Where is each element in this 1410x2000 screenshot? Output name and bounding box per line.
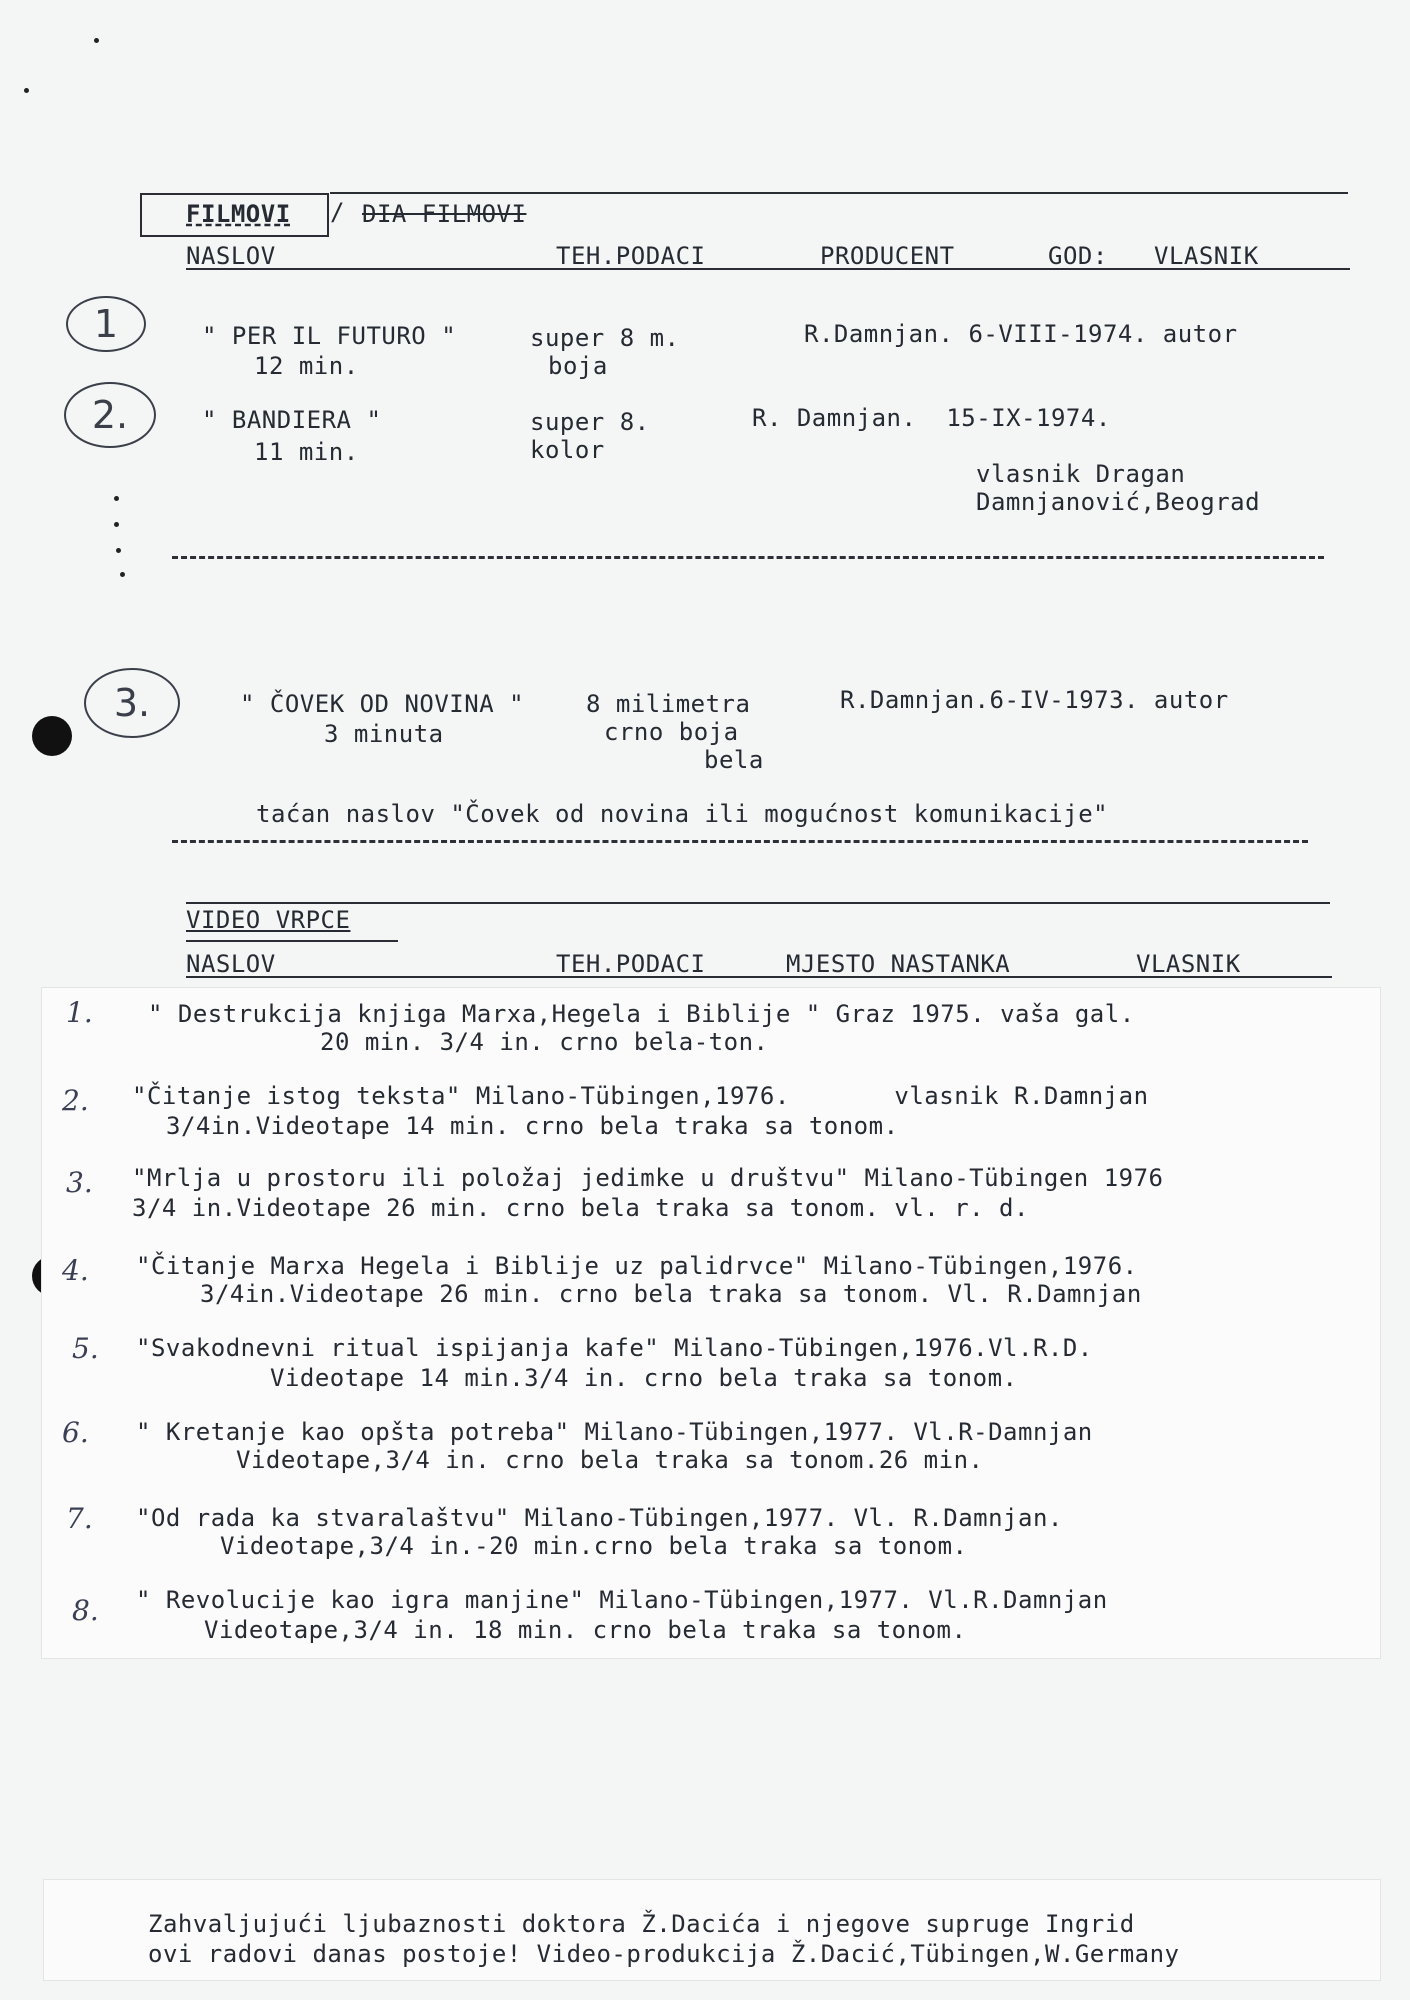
- video-1-number: 1.: [66, 996, 93, 1029]
- footer-line2: ovi radovi danas postoje! Video-produkcija Ž.Dacić,Tübingen,W.Germany: [148, 1940, 1180, 1968]
- film-3-tech1: 8 milimetra: [586, 690, 751, 718]
- film-3-producer-date-owner: R.Damnjan.6-IV-1973. autor: [840, 686, 1229, 714]
- film-3-title: " ČOVEK OD NOVINA ": [240, 690, 525, 718]
- video-3-line1: "Mrlja u prostoru ili položaj jedimke u društvu" Milano-Tübingen 1976: [132, 1164, 1164, 1192]
- top-rule: [330, 192, 1348, 194]
- film-1-tech2: boja: [548, 352, 608, 380]
- stray-mark: [120, 572, 125, 577]
- video-3-line2: 3/4 in.Videotape 26 min. crno bela traka sa tonom. vl. r. d.: [132, 1194, 1029, 1222]
- video-header-vlasnik: VLASNIK: [1136, 950, 1241, 978]
- film-3-tech3: bela: [704, 746, 764, 774]
- punch-hole-top: [32, 716, 72, 756]
- film-1-duration: 12 min.: [254, 352, 359, 380]
- film-3-number: 3.: [113, 681, 151, 725]
- video-8-number: 8.: [72, 1594, 99, 1627]
- video-2-number: 2.: [62, 1084, 89, 1117]
- films-header-teh-podaci: TEH.PODACI: [556, 242, 706, 270]
- video-4-number: 4.: [62, 1254, 89, 1287]
- video-6-line1: " Kretanje kao opšta potreba" Milano-Tübingen,1977. Vl.R-Damnjan: [136, 1418, 1093, 1446]
- stray-mark: [94, 38, 99, 43]
- video-8-line1: " Revolucije kao igra manjine" Milano-Tübingen,1977. Vl.R.Damnjan: [136, 1586, 1108, 1614]
- video-section-title: VIDEO VRPCE: [186, 906, 351, 934]
- film-3-tech2: crno boja: [604, 718, 739, 746]
- footer-line1: Zahvaljujući ljubaznosti doktora Ž.Dacića i njegove supruge Ingrid: [148, 1910, 1135, 1938]
- film-2-owner-line1: vlasnik Dragan: [976, 460, 1186, 488]
- film-2-tech1: super 8.: [530, 408, 650, 436]
- film-1-tech1: super 8 m.: [530, 324, 680, 352]
- video-5-number: 5.: [72, 1332, 99, 1365]
- video-5-line1: "Svakodnevni ritual ispijanja kafe" Milano-Tübingen,1976.Vl.R.D.: [136, 1334, 1093, 1362]
- item-number-circle: [64, 382, 156, 448]
- video-1-line2: 20 min. 3/4 in. crno bela-ton.: [320, 1028, 769, 1056]
- video-title-underline: [186, 940, 398, 942]
- film-2-duration: 11 min.: [254, 438, 359, 466]
- video-4-line2: 3/4in.Videotape 26 min. crno bela traka sa tonom. Vl. R.Damnjan: [200, 1280, 1142, 1308]
- section-divider-dashed: [172, 556, 1324, 559]
- film-3-duration: 3 minuta: [324, 720, 444, 748]
- film-2-tech2: kolor: [530, 436, 605, 464]
- video-header-naslov: NASLOV: [186, 950, 276, 978]
- video-header-teh-podaci: TEH.PODACI: [556, 950, 706, 978]
- film-1-producer-date-owner: R.Damnjan. 6-VIII-1974. autor: [804, 320, 1238, 348]
- video-7-line2: Videotape,3/4 in.-20 min.crno bela traka sa tonom.: [220, 1532, 968, 1560]
- video-2-line1: "Čitanje istog teksta" Milano-Tübingen,1976. vlasnik R.Damnjan: [132, 1082, 1149, 1110]
- video-1-line1: " Destrukcija knjiga Marxa,Hegela i Biblije " Graz 1975. vaša gal.: [148, 1000, 1135, 1028]
- video-4-line1: "Čitanje Marxa Hegela i Biblije uz palidrvce" Milano-Tübingen,1976.: [136, 1252, 1138, 1280]
- films-header-god: GOD:: [1048, 242, 1108, 270]
- video-6-line2: Videotape,3/4 in. crno bela traka sa tonom.26 min.: [236, 1446, 984, 1474]
- video-6-number: 6.: [62, 1416, 89, 1449]
- film-2-title: " BANDIERA ": [202, 406, 382, 434]
- film-2-owner-line2: Damnjanović,Beograd: [976, 488, 1261, 516]
- stray-mark: [24, 88, 29, 93]
- video-2-line2: 3/4in.Videotape 14 min. crno bela traka sa tonom.: [166, 1112, 899, 1140]
- video-header-mjesto: MJESTO NASTANKA: [786, 950, 1011, 978]
- video-8-line2: Videotape,3/4 in. 18 min. crno bela traka sa tonom.: [204, 1616, 967, 1644]
- stray-mark: [114, 522, 119, 527]
- video-7-line1: "Od rada ka stvaralaštvu" Milano-Tübingen,1977. Vl. R.Damnjan.: [136, 1504, 1063, 1532]
- item-number-circle: [66, 296, 146, 352]
- video-7-number: 7.: [66, 1502, 93, 1535]
- film-1-number: 1: [93, 302, 119, 346]
- video-3-number: 3.: [66, 1166, 93, 1199]
- item-number-circle: [84, 668, 180, 738]
- film-1-title: " PER IL FUTURO ": [202, 322, 457, 350]
- video-top-rule: [186, 902, 1330, 904]
- video-5-line2: Videotape 14 min.3/4 in. crno bela traka sa tonom.: [270, 1364, 1018, 1392]
- films-header-producent: PRODUCENT: [820, 242, 955, 270]
- struck-dia-filmovi: DIA FILMOVI: [362, 200, 527, 228]
- video-header-rule: [186, 976, 1332, 978]
- film-3-note: taćan naslov "Čovek od novina ili mogućnost komunikacije": [256, 800, 1109, 828]
- film-2-number: 2.: [91, 393, 129, 437]
- stray-mark: [116, 548, 121, 553]
- stray-mark: [114, 496, 119, 501]
- films-section-title: FILMOVI: [186, 200, 291, 228]
- films-header-vlasnik: VLASNIK: [1154, 242, 1259, 270]
- films-header-naslov: NASLOV: [186, 242, 276, 270]
- title-slash: /: [330, 198, 345, 226]
- film-2-producer-date-owner: R. Damnjan. 15-IX-1974.: [752, 404, 1111, 432]
- films-header-rule: [186, 268, 1350, 270]
- section-divider-dashed: [172, 840, 1308, 843]
